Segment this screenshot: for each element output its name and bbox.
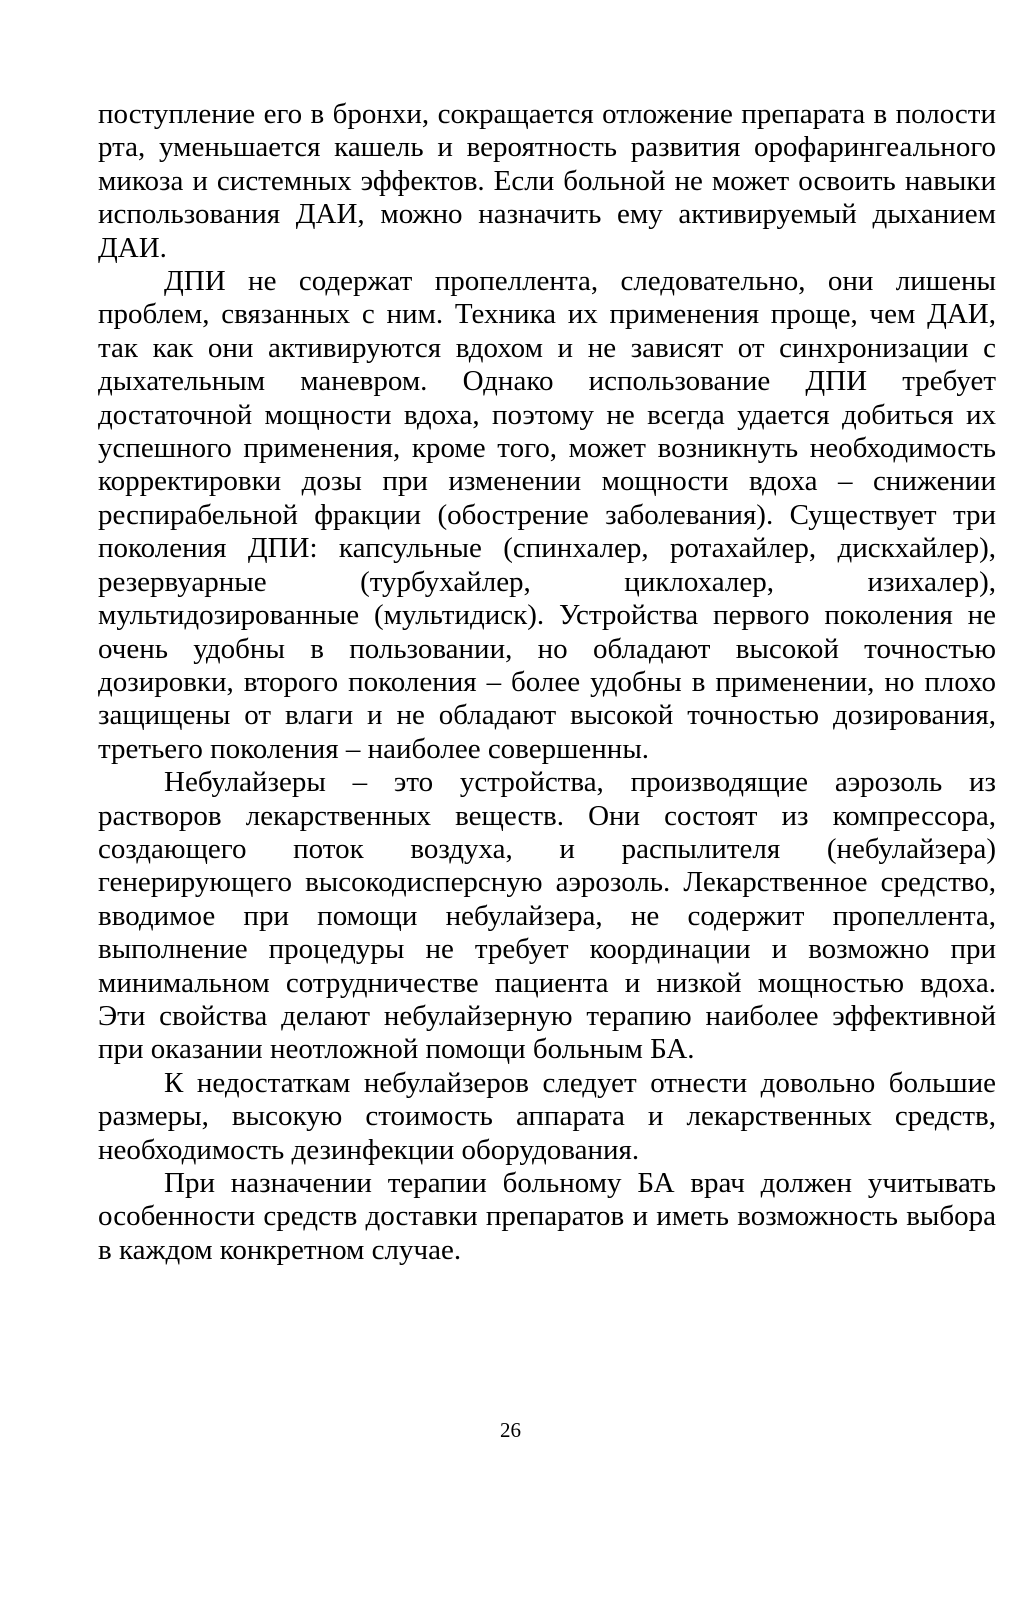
paragraph-2: ДПИ не содержат пропеллента, следовательно, они лишены проблем, связанных с ним. Техника их применения проще, чем ДАИ, так как они активируются вдохом и не зависят от синхронизации с дыхательным маневром. Однако использование ДПИ требует достаточной мощности вдоха, поэтому не всегда удается добиться их успешного применения, кроме того, может возникнуть необходимость корректировки дозы при изменении мощности вдоха – снижении респирабельной фракции (обострение заболевания). Существует три поколения ДПИ: капсульные (спинхалер, ротахайлер, дискхайлер), резервуарные (турбухайлер, циклохалер, изихалер), мультидозированные (мультидиск). Устройства первого поколения не очень удобны в пользовании, но обладают высокой точностью дозировки, второго поколения – более удобны в применении, но плохо защищены от влаги и не обладают высокой точностью дозирования, третьего поколения – наиболее совершенны. — [98, 265, 996, 765]
paragraph-5: При назначении терапии больному БА врач должен учитывать особенности средств доставки препаратов и иметь возможность выбора в каждом конкретном случае. — [98, 1167, 996, 1266]
page-number: 26 — [500, 1418, 521, 1442]
paragraph-1: поступление его в бронхи, сокращается отложение препарата в полости рта, уменьшается кашель и вероятность развития орофарингеального микоза и системных эффектов. Если больной не может освоить навыки использования ДАИ, можно назначить ему активируемый дыханием ДАИ. — [98, 98, 996, 264]
body-text — [98, 98, 996, 1267]
paragraph-4: К недостаткам небулайзеров следует отнести довольно большие размеры, высокую стоимость аппарата и лекарственных средств, необходимость дезинфекции оборудования. — [98, 1066, 996, 1166]
paragraph-3: Небулайзеры – это устройства, производящие аэрозоль из растворов лекарственных веществ. Они состоят из компрессора, создающего поток воздуха, и распылителя (небулайзера) генерирующего высокодисперсную аэрозоль. Лекарственное средство, вводимое при помощи небулайзера, не содержит пропеллента, выполнение процедуры не требует координации и возможно при минимальном сотрудничестве пациента и низкой мощностью вдоха. Эти свойства делают небулайзерную терапию наиболее эффективной при оказании неотложной помощи больным БА. — [98, 766, 996, 1066]
